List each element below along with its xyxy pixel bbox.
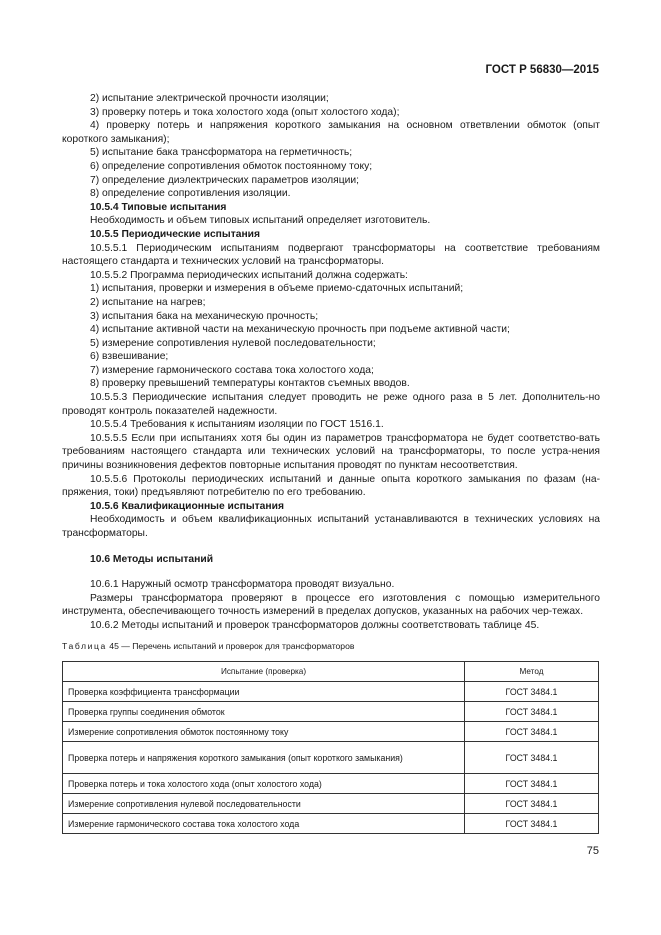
paragraph: 10.6.1 Наружный осмотр трансформатора проводят визуально. (90, 579, 395, 591)
paragraph: 10.5.5.6 Протоколы периодических испытаний и данные опыта короткого замыкания по фазам (на-пряжения, токи) предъявляют потребителю по его требованию. (62, 473, 600, 499)
paragraph: 7) измерение гармонического состава тока холостого хода; (90, 364, 374, 376)
method-cell: ГОСТ 3484.1 (465, 774, 599, 794)
method-cell: ГОСТ 3484.1 (465, 742, 599, 774)
table-row (63, 774, 599, 794)
test-name-cell: Измерение сопротивления обмоток постоянному току (63, 722, 465, 742)
test-name-cell: Проверка потерь и напряжения короткого замыкания (опыт короткого замыкания) (63, 742, 465, 774)
body-text (62, 92, 600, 633)
paragraph: 5) испытание бака трансформатора на герметичность; (90, 147, 353, 159)
paragraph: 2) испытание электрической прочности изоляции; (90, 93, 329, 104)
page-number: 75 (586, 845, 599, 857)
table-caption (62, 641, 354, 651)
paragraph: 10.5.5.2 Программа периодических испытаний должна содержать: (90, 269, 408, 281)
paragraph: Необходимость и объем типовых испытаний определяет изготовитель. (90, 215, 431, 227)
paragraph: 5) измерение сопротивления нулевой последовательности; (90, 337, 376, 349)
method-cell: ГОСТ 3484.1 (465, 702, 599, 722)
table-row (63, 742, 599, 774)
document-header: ГОСТ Р 56830—2015 (485, 64, 599, 76)
table-header-test: Испытание (проверка) (63, 662, 465, 682)
test-name-cell: Проверка группы соединения обмоток (63, 702, 465, 722)
paragraph: 6) взвешивание; (90, 351, 169, 363)
paragraph: 3) проверку потерь и тока холостого хода (опыт холостого хода); (90, 106, 400, 118)
paragraph: 1) испытания, проверки и измерения в объеме приемо-сдаточных испытаний; (90, 283, 464, 295)
paragraph: 8) определение сопротивления изоляции. (90, 188, 291, 200)
paragraph: 2) испытание на нагрев; (90, 296, 206, 308)
section-heading: 10.5.5 Периодические испытания (90, 228, 261, 240)
method-cell: ГОСТ 3484.1 (465, 722, 599, 742)
paragraph: 4) проверку потерь и напряжения короткого замыкания на основном ответвлении обмоток (опыт короткого замыкания); (62, 120, 600, 145)
paragraph: 8) проверку превышений температуры контактов съемных вводов. (90, 378, 410, 390)
method-cell: ГОСТ 3484.1 (465, 794, 599, 814)
table-row (63, 682, 599, 702)
tests-table (62, 661, 599, 834)
test-name-cell: Проверка потерь и тока холостого хода (опыт холостого хода) (63, 774, 465, 794)
table-row (63, 702, 599, 722)
paragraph: 6) определение сопротивления обмоток постоянному току; (90, 160, 373, 172)
table-caption-prefix: Таблица (62, 641, 107, 651)
paragraph: 7) определение диэлектрических параметров изоляции; (90, 174, 359, 186)
section-heading: 10.5.6 Квалификационные испытания (90, 500, 284, 512)
paragraph: 3) испытания бака на механическую прочность; (90, 310, 319, 322)
paragraph: 10.5.5.1 Периодическим испытаниям подвергают трансформаторы на соответствие требованиям настоящего стандарта и технических условий на трансформаторы. (62, 242, 600, 268)
test-name-cell: Измерение сопротивления нулевой последовательности (63, 794, 465, 814)
table-row (63, 722, 599, 742)
paragraph: Необходимость и объем квалификационных испытаний устанавливаются в технических условиях на трансформаторы. (62, 514, 600, 539)
paragraph: 10.5.5.4 Требования к испытаниям изоляции по ГОСТ 1516.1. (90, 419, 384, 431)
method-cell: ГОСТ 3484.1 (465, 814, 599, 834)
method-cell: ГОСТ 3484.1 (465, 682, 599, 702)
paragraph: 10.6.2 Методы испытаний и проверок трансформаторов должны соответствовать таблице 45. (90, 619, 540, 631)
section-heading: 10.6 Методы испытаний (90, 553, 214, 565)
paragraph: Размеры трансформатора проверяют в процессе его изготовления с помощью измерительного инструмента, обеспечивающего точность измерений в пределах допусков, указанных на рабочих чер-тежах. (62, 592, 600, 618)
table-row (63, 794, 599, 814)
table-header-method: Метод (465, 662, 599, 682)
section-heading: 10.5.4 Типовые испытания (90, 201, 227, 213)
test-name-cell: Проверка коэффициента трансформации (63, 682, 465, 702)
paragraph: 4) испытание активной части на механическую прочность при подъеме активной части; (90, 324, 510, 336)
table-caption-text: 45 — Перечень испытаний и проверок для трансформаторов (106, 641, 355, 651)
table-row (63, 814, 599, 834)
test-name-cell: Измерение гармонического состава тока холостого хода (63, 814, 465, 834)
paragraph: 10.5.5.5 Если при испытаниях хотя бы один из параметров трансформатора не будет соответство-вать требованиям настоящего стандарта или технических условий на трансформаторы, то после устра-нения причины возникновения дефектов повторные испытания проводят по пунктам несоответствия. (62, 432, 600, 472)
paragraph: 10.5.5.3 Периодические испытания следует проводить не реже одного раза в 5 лет. Дополнитель-но проводят контроль показателей надежности. (62, 392, 600, 417)
